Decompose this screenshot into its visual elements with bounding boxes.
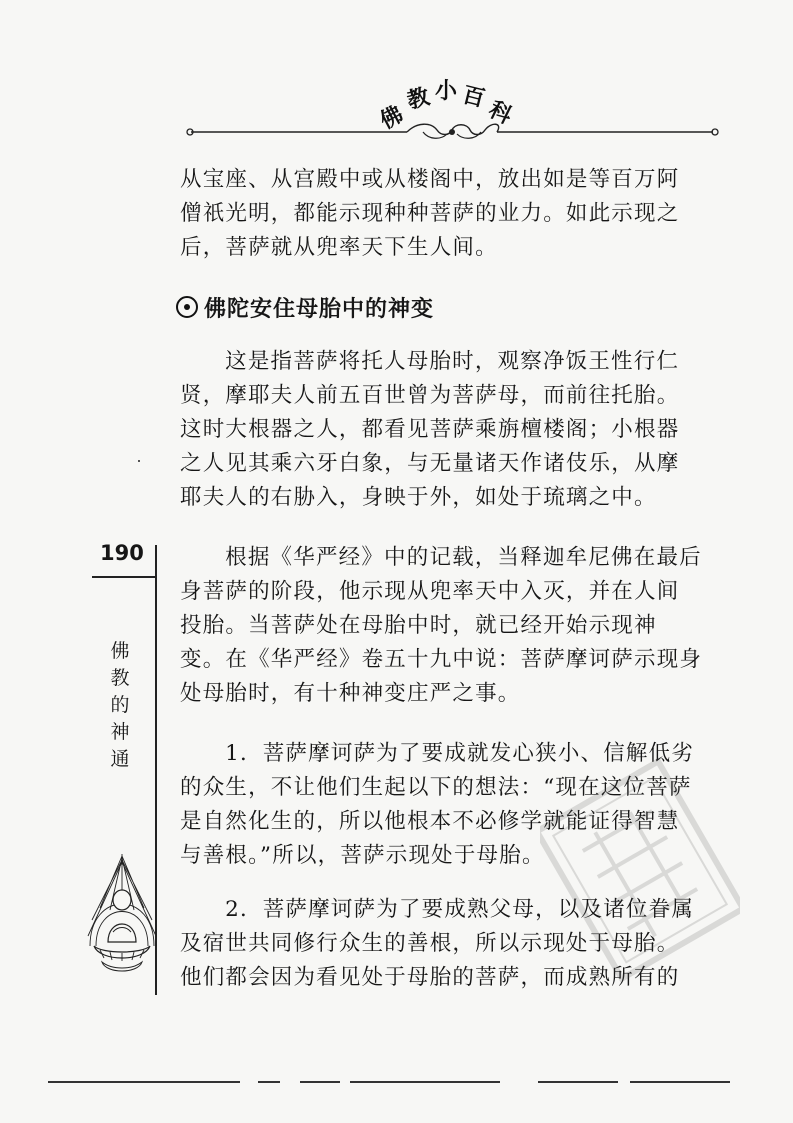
text-line: 这是指菩萨将托人母胎时，观察净饭王性行仁 <box>225 349 680 374</box>
text-line: 变。在《华严经》卷五十九中说：菩萨摩诃萨示现身 <box>180 647 703 672</box>
text-line: 2．菩萨摩诃萨为了要成熟父母，以及诸位眷属 <box>225 897 695 922</box>
header-char: 教 <box>404 84 433 115</box>
side-title-char: 教 <box>110 667 130 689</box>
section-heading <box>176 292 434 323</box>
header-char: 佛 <box>376 102 408 135</box>
side-book-title <box>108 638 132 773</box>
watermark-stamp <box>540 745 740 995</box>
bottom-rule <box>258 1081 280 1083</box>
text-line: 1．菩萨摩诃萨为了要成就发心狭小、信解低劣 <box>225 741 695 766</box>
text-line: 与善根。”所以，菩萨示现处于母胎。 <box>180 843 545 868</box>
side-title-char: 佛 <box>110 640 130 662</box>
text-line: 他们都会因为看见处于母胎的菩萨，而成熟所有的 <box>180 965 680 990</box>
circle-bullet-icon <box>176 296 198 318</box>
text-line: 僧祇光明，都能示现种种菩萨的业力。如此示现之 <box>180 201 680 226</box>
text-line: 投胎。当菩萨处在母胎中时，就已经开始示现神 <box>180 613 657 638</box>
page-number: 190 <box>100 541 144 565</box>
text-line: 耶夫人的右胁入，身映于外，如处于琉璃之中。 <box>180 485 657 510</box>
text-line: 之人见其乘六牙白象，与无量诸天作诸伎乐，从摩 <box>180 451 680 476</box>
page-number-rule <box>92 576 156 578</box>
running-header <box>0 0 793 135</box>
section-heading-text: 佛陀安住母胎中的神变 <box>204 297 435 322</box>
side-title-char: 的 <box>110 694 130 716</box>
text-line: 从宝座、从宫殿中或从楼阁中，放出如是等百万阿 <box>180 167 680 192</box>
text-line: 身菩萨的阶段，他示现从兜率天中入灭，并在人间 <box>180 579 680 604</box>
buddha-figure-icon <box>86 850 158 980</box>
text-line: 贤，摩耶夫人前五百世曾为菩萨母，而前往托胎。 <box>180 383 680 408</box>
bottom-rule <box>300 1081 340 1083</box>
text-line: 这时大根器之人，都看见菩萨乘旃檀楼阁；小根器 <box>180 417 680 442</box>
text-line: 的众生，不让他们生起以下的想法：“现在这位菩萨 <box>180 775 692 800</box>
intro-paragraph <box>180 163 720 265</box>
side-title-char: 通 <box>110 748 130 770</box>
bottom-rule <box>350 1081 500 1083</box>
header-char: 小 <box>435 79 458 104</box>
header-ornament-rule <box>185 120 720 144</box>
bottom-rule <box>630 1081 730 1083</box>
bottom-rule <box>538 1081 618 1083</box>
text-line: 根据《华严经》中的记载，当释迦牟尼佛在最后 <box>225 545 702 570</box>
header-char: 科 <box>484 97 516 130</box>
side-title-char: 神 <box>110 721 130 743</box>
header-char: 百 <box>459 82 488 113</box>
paragraph-1 <box>180 345 720 515</box>
bottom-rule <box>48 1081 240 1083</box>
text-line: 及宿世共同修行众生的善根，所以示现处于母胎。 <box>180 931 680 956</box>
text-line: 是自然化生的，所以他根本不必修学就能证得智慧 <box>180 809 680 834</box>
text-line: 处母胎时，有十种神变庄严之事。 <box>180 681 521 706</box>
scan-speck <box>138 460 140 462</box>
paragraph-2 <box>180 541 720 711</box>
text-line: 后，菩萨就从兜率天下生人间。 <box>180 235 498 260</box>
